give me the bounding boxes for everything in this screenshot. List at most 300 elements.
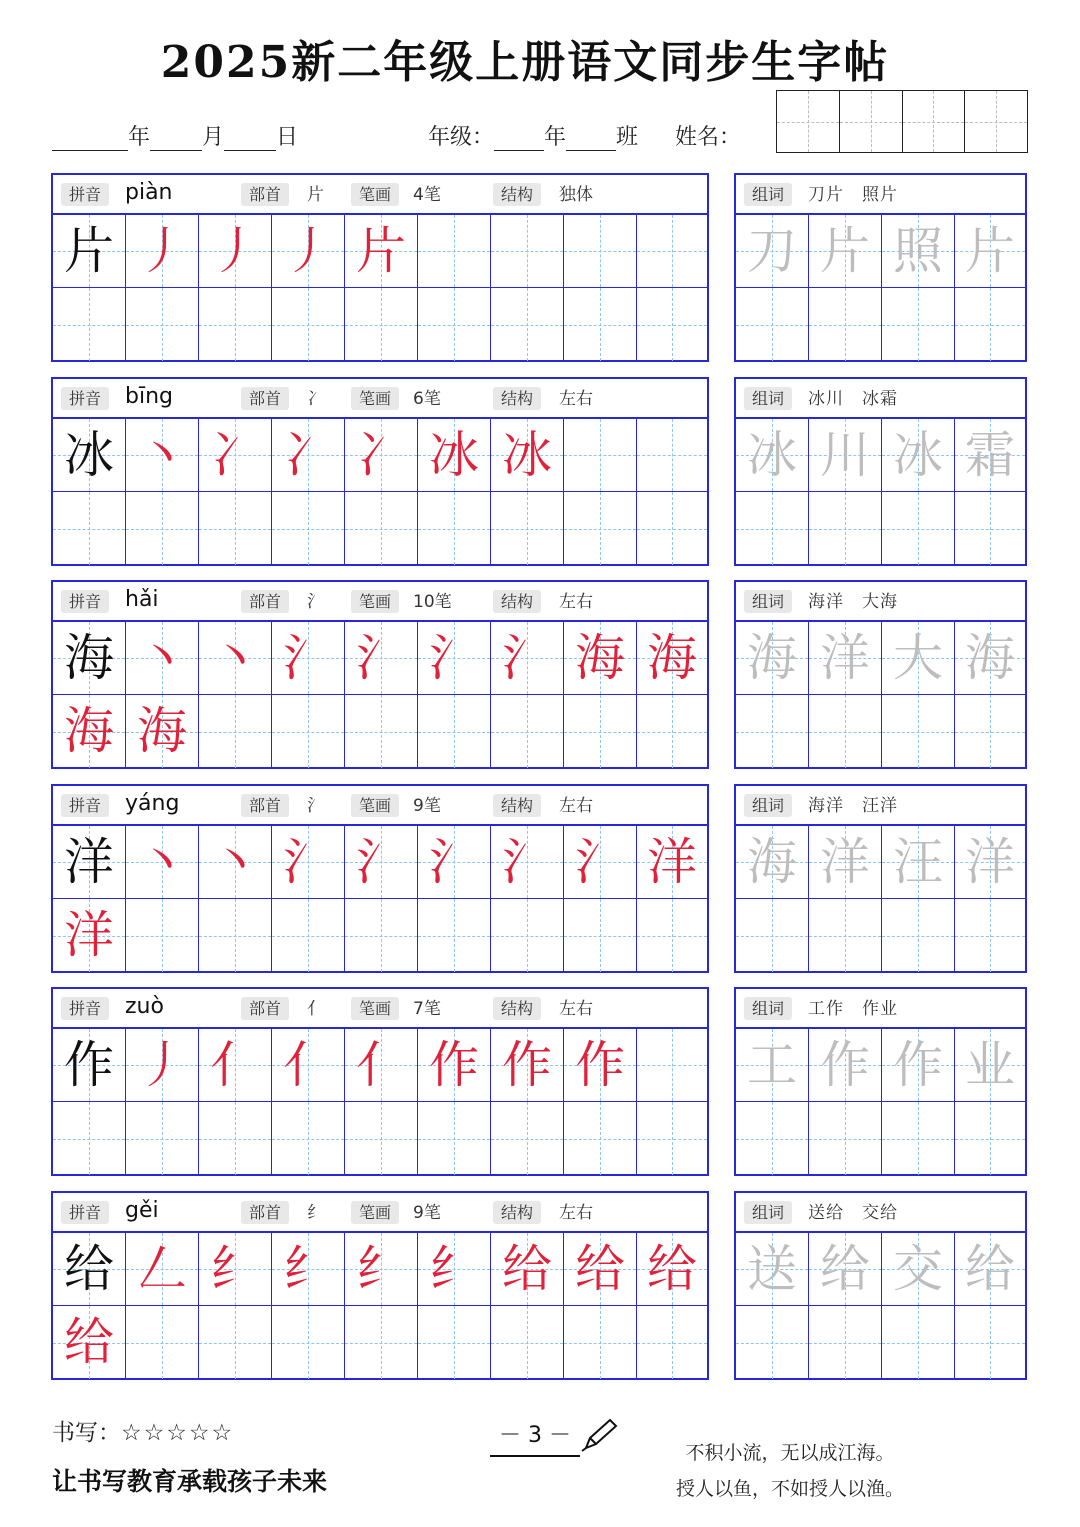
words-block bbox=[734, 580, 1027, 769]
stroke-step-glyph: 洋 bbox=[647, 833, 697, 891]
grid-cell[interactable] bbox=[491, 622, 564, 695]
grid-cell[interactable] bbox=[736, 1029, 809, 1102]
pinyin-value: piàn bbox=[125, 180, 173, 205]
grid-cell[interactable] bbox=[491, 1029, 564, 1102]
grid-cell[interactable] bbox=[345, 1233, 418, 1306]
grid-cell[interactable] bbox=[882, 622, 955, 695]
grid-cell[interactable] bbox=[736, 1102, 809, 1175]
grid-cell[interactable] bbox=[882, 419, 955, 492]
grid-cell[interactable] bbox=[345, 1102, 418, 1175]
grid-cell[interactable] bbox=[418, 899, 491, 972]
grid-cell[interactable] bbox=[272, 695, 345, 768]
grid-cell[interactable] bbox=[53, 1029, 126, 1102]
stroke-step-glyph: 氵 bbox=[502, 833, 552, 891]
grid-cell[interactable] bbox=[491, 215, 564, 288]
grid-cell[interactable] bbox=[418, 1029, 491, 1102]
stroke-step-glyph: 洋 bbox=[64, 906, 114, 964]
stroke-step bbox=[564, 1233, 636, 1305]
grid-cell[interactable] bbox=[955, 215, 1025, 288]
grid-cell[interactable] bbox=[736, 492, 809, 565]
model-character: 片 bbox=[64, 222, 114, 280]
grid-cell[interactable] bbox=[418, 826, 491, 899]
grid-cell[interactable] bbox=[53, 899, 126, 972]
model-character: 给 bbox=[64, 1240, 114, 1298]
stroke-step bbox=[564, 622, 636, 694]
grid-cell[interactable] bbox=[199, 215, 272, 288]
grade-year-label: 年 bbox=[544, 125, 567, 150]
char-block bbox=[51, 1191, 709, 1380]
structure-value: 左右 bbox=[559, 1203, 593, 1223]
grid-cell[interactable] bbox=[126, 1102, 199, 1175]
grid-cell[interactable] bbox=[272, 1306, 345, 1379]
char-info-header bbox=[53, 582, 707, 622]
stroke-step-glyph: 片 bbox=[356, 222, 406, 280]
strokes-value: 10笔 bbox=[413, 592, 452, 612]
stroke-step bbox=[637, 1233, 707, 1305]
name-cell[interactable] bbox=[964, 91, 1027, 152]
stroke-step-glyph: 丶 bbox=[210, 833, 260, 891]
structure-chip: 结构 bbox=[493, 997, 541, 1020]
stroke-step bbox=[272, 826, 344, 898]
grid-cell[interactable] bbox=[637, 826, 707, 899]
pinyin-value: bīng bbox=[125, 384, 173, 409]
trace-character: 冰 bbox=[893, 426, 943, 484]
stroke-step bbox=[199, 622, 271, 694]
grid-cell[interactable] bbox=[345, 419, 418, 492]
stroke-step-glyph: 作 bbox=[575, 1036, 625, 1094]
rating-stars[interactable]: ☆☆☆☆☆ bbox=[121, 1420, 235, 1446]
trace-character: 海 bbox=[747, 833, 797, 891]
structure-chip: 结构 bbox=[493, 590, 541, 613]
trace-character: 送 bbox=[747, 1240, 797, 1298]
stroke-step bbox=[126, 695, 198, 768]
words-chip: 组词 bbox=[744, 387, 792, 410]
grid-cell[interactable] bbox=[809, 492, 882, 565]
grid-cell[interactable] bbox=[199, 695, 272, 768]
grid-cell[interactable] bbox=[882, 288, 955, 361]
structure-chip: 结构 bbox=[493, 794, 541, 817]
grid-cell[interactable] bbox=[637, 1102, 707, 1175]
grid-cell[interactable] bbox=[126, 288, 199, 361]
grid-cell[interactable] bbox=[637, 492, 707, 565]
grid-cell[interactable] bbox=[272, 899, 345, 972]
grid-cell[interactable] bbox=[955, 622, 1025, 695]
grid-cell[interactable] bbox=[736, 215, 809, 288]
grid-cell[interactable] bbox=[199, 1029, 272, 1102]
grid-cell[interactable] bbox=[126, 622, 199, 695]
grid-cell[interactable] bbox=[418, 1233, 491, 1306]
grid-cell[interactable] bbox=[637, 1306, 707, 1379]
grid-cell[interactable] bbox=[199, 419, 272, 492]
grid-cell[interactable] bbox=[272, 1029, 345, 1102]
grid-cell[interactable] bbox=[418, 419, 491, 492]
grid-cell[interactable] bbox=[418, 695, 491, 768]
grid-cell[interactable] bbox=[418, 1102, 491, 1175]
strokes-chip: 笔画 bbox=[351, 1201, 399, 1224]
grid-cell[interactable] bbox=[809, 419, 882, 492]
stroke-step bbox=[345, 215, 417, 287]
stroke-step bbox=[126, 622, 198, 694]
grid-cell[interactable] bbox=[53, 419, 126, 492]
grid-cell[interactable] bbox=[491, 1233, 564, 1306]
page-title: 2025新二年级上册语文同步生字帖 bbox=[160, 37, 890, 88]
structure-value: 左右 bbox=[559, 796, 593, 816]
grid-cell[interactable] bbox=[809, 695, 882, 768]
stroke-step bbox=[418, 622, 490, 694]
grid-cell[interactable] bbox=[491, 492, 564, 565]
grid-cell[interactable] bbox=[53, 1233, 126, 1306]
grid-cell[interactable] bbox=[272, 492, 345, 565]
stroke-step bbox=[418, 826, 490, 898]
structure-value: 左右 bbox=[559, 389, 593, 409]
grid-cell[interactable] bbox=[345, 288, 418, 361]
grid-cell[interactable] bbox=[564, 1029, 637, 1102]
grid-cell[interactable] bbox=[345, 695, 418, 768]
stroke-step-glyph: 纟 bbox=[210, 1240, 260, 1298]
grid-cell[interactable] bbox=[809, 899, 882, 972]
grid-cell[interactable] bbox=[53, 826, 126, 899]
trace-character: 给 bbox=[965, 1240, 1015, 1298]
grid-cell[interactable] bbox=[126, 826, 199, 899]
strokes-value: 9笔 bbox=[413, 796, 441, 816]
grid-cell[interactable] bbox=[736, 899, 809, 972]
stroke-step-glyph: 作 bbox=[429, 1036, 479, 1094]
grid-cell[interactable] bbox=[955, 1306, 1025, 1379]
grid-cell[interactable] bbox=[564, 1306, 637, 1379]
trace-character: 业 bbox=[965, 1036, 1015, 1094]
stroke-step bbox=[418, 419, 490, 491]
grid-cell[interactable] bbox=[53, 288, 126, 361]
grid-cell[interactable] bbox=[736, 695, 809, 768]
grid-cell[interactable] bbox=[491, 899, 564, 972]
grid-cell[interactable] bbox=[955, 826, 1025, 899]
pinyin-value: zuò bbox=[125, 994, 164, 1019]
radical-value: 亻 bbox=[307, 999, 324, 1019]
char-block bbox=[51, 377, 709, 566]
grid-cell[interactable] bbox=[199, 826, 272, 899]
grid-cell[interactable] bbox=[53, 1102, 126, 1175]
class-blank[interactable] bbox=[566, 128, 616, 151]
grid-cell[interactable] bbox=[418, 492, 491, 565]
grade-year-blank[interactable] bbox=[494, 128, 544, 151]
words-chip: 组词 bbox=[744, 794, 792, 817]
grid-cell[interactable] bbox=[199, 899, 272, 972]
grid-cell[interactable] bbox=[272, 215, 345, 288]
grid-cell[interactable] bbox=[882, 492, 955, 565]
radical-chip: 部首 bbox=[241, 1201, 289, 1224]
radical-chip: 部首 bbox=[241, 794, 289, 817]
words-block bbox=[734, 987, 1027, 1176]
model-character: 作 bbox=[64, 1036, 114, 1094]
grid-cell[interactable] bbox=[564, 622, 637, 695]
grid-cell[interactable] bbox=[126, 1306, 199, 1379]
trace-character: 片 bbox=[965, 222, 1015, 280]
grid-cell[interactable] bbox=[736, 1233, 809, 1306]
writing-label: 书写： bbox=[52, 1420, 121, 1446]
stroke-step bbox=[272, 419, 344, 491]
grid-cell[interactable] bbox=[882, 899, 955, 972]
words-header bbox=[736, 786, 1025, 826]
grid-cell[interactable] bbox=[809, 826, 882, 899]
words-value: 海洋 汪洋 bbox=[808, 796, 898, 816]
char-block bbox=[51, 784, 709, 973]
stroke-step bbox=[199, 1233, 271, 1305]
stroke-step bbox=[491, 1029, 563, 1101]
stroke-step-glyph: 氵 bbox=[283, 629, 333, 687]
grid-cell[interactable] bbox=[637, 419, 707, 492]
grid-cell[interactable] bbox=[637, 215, 707, 288]
grid-cell[interactable] bbox=[491, 288, 564, 361]
radical-chip: 部首 bbox=[241, 997, 289, 1020]
grid-cell[interactable] bbox=[955, 288, 1025, 361]
stroke-step-glyph: 冫 bbox=[210, 426, 260, 484]
stroke-step bbox=[199, 826, 271, 898]
trace-character: 洋 bbox=[820, 629, 870, 687]
stroke-step-glyph: 给 bbox=[575, 1240, 625, 1298]
stroke-step bbox=[345, 1029, 417, 1101]
name-cell[interactable] bbox=[777, 91, 839, 152]
grid-cell[interactable] bbox=[126, 419, 199, 492]
trace-character: 霜 bbox=[965, 426, 1015, 484]
grid-cell[interactable] bbox=[809, 1306, 882, 1379]
grid-cell[interactable] bbox=[199, 1102, 272, 1175]
grid-cell[interactable] bbox=[199, 288, 272, 361]
stroke-step-glyph: 丶 bbox=[137, 833, 187, 891]
trace-character: 洋 bbox=[820, 833, 870, 891]
trace-character: 刀 bbox=[747, 222, 797, 280]
grid-cell[interactable] bbox=[126, 695, 199, 768]
stroke-step-glyph: 氵 bbox=[575, 833, 625, 891]
grid-cell[interactable] bbox=[736, 826, 809, 899]
grid-cell[interactable] bbox=[53, 1306, 126, 1379]
grid-cell[interactable] bbox=[564, 1102, 637, 1175]
stroke-step bbox=[345, 826, 417, 898]
grid-cell[interactable] bbox=[418, 1306, 491, 1379]
grid-cell[interactable] bbox=[491, 1102, 564, 1175]
grid-cell[interactable] bbox=[564, 492, 637, 565]
words-block bbox=[734, 173, 1027, 362]
char-block bbox=[51, 987, 709, 1176]
grid-cell[interactable] bbox=[345, 1306, 418, 1379]
structure-value: 独体 bbox=[559, 185, 593, 205]
grid-cell[interactable] bbox=[955, 695, 1025, 768]
grid-cell[interactable] bbox=[126, 215, 199, 288]
grid-cell[interactable] bbox=[882, 215, 955, 288]
stroke-step bbox=[272, 1029, 344, 1101]
grid-cell[interactable] bbox=[53, 695, 126, 768]
grid-cell[interactable] bbox=[637, 622, 707, 695]
grid-cell[interactable] bbox=[53, 622, 126, 695]
stroke-step bbox=[564, 1029, 636, 1101]
grid-cell[interactable] bbox=[53, 215, 126, 288]
writing-rating bbox=[52, 1414, 234, 1447]
trace-character: 工 bbox=[747, 1036, 797, 1094]
radical-value: 氵 bbox=[307, 592, 324, 612]
grid-cell[interactable] bbox=[809, 1102, 882, 1175]
pinyin-chip: 拼音 bbox=[61, 794, 109, 817]
grid-cell[interactable] bbox=[491, 695, 564, 768]
pinyin-chip: 拼音 bbox=[61, 1201, 109, 1224]
grid-cell[interactable] bbox=[955, 1233, 1025, 1306]
strokes-chip: 笔画 bbox=[351, 997, 399, 1020]
grid-cell[interactable] bbox=[491, 826, 564, 899]
grid-cell[interactable] bbox=[955, 1029, 1025, 1102]
grid-cell[interactable] bbox=[345, 492, 418, 565]
grid-cell[interactable] bbox=[564, 826, 637, 899]
grid-cell[interactable] bbox=[955, 419, 1025, 492]
words-chip: 组词 bbox=[744, 1201, 792, 1224]
grid-cell[interactable] bbox=[637, 899, 707, 972]
stroke-step bbox=[491, 622, 563, 694]
grid-cell[interactable] bbox=[272, 288, 345, 361]
stroke-step-glyph: 丿 bbox=[137, 222, 187, 280]
stroke-step-glyph: 给 bbox=[647, 1240, 697, 1298]
stroke-step-glyph: 海 bbox=[647, 629, 697, 687]
grid-cell[interactable] bbox=[955, 899, 1025, 972]
grid-cell[interactable] bbox=[126, 899, 199, 972]
grid-cell[interactable] bbox=[345, 826, 418, 899]
stroke-step bbox=[564, 826, 636, 898]
radical-chip: 部首 bbox=[241, 387, 289, 410]
stroke-step-glyph: 丿 bbox=[137, 1036, 187, 1094]
grid-cell[interactable] bbox=[345, 899, 418, 972]
grid-cell[interactable] bbox=[272, 1233, 345, 1306]
grid-cell[interactable] bbox=[491, 419, 564, 492]
stroke-step-glyph: 丿 bbox=[283, 222, 333, 280]
day-blank[interactable] bbox=[224, 128, 276, 151]
grid-cell[interactable] bbox=[272, 1102, 345, 1175]
grid-cell[interactable] bbox=[637, 288, 707, 361]
grid-cell[interactable] bbox=[736, 288, 809, 361]
grid-cell[interactable] bbox=[418, 215, 491, 288]
name-label: 姓名： bbox=[675, 125, 742, 150]
grid-cell[interactable] bbox=[199, 622, 272, 695]
strokes-value: 7笔 bbox=[413, 999, 441, 1019]
month-blank[interactable] bbox=[150, 128, 202, 151]
grid-cell[interactable] bbox=[272, 826, 345, 899]
grid-cell[interactable] bbox=[345, 622, 418, 695]
grid-cell[interactable] bbox=[199, 1233, 272, 1306]
grade-line bbox=[428, 120, 741, 151]
model-character: 海 bbox=[64, 629, 114, 687]
grid-cell[interactable] bbox=[418, 288, 491, 361]
stroke-step-glyph: 丶 bbox=[137, 426, 187, 484]
grid-cell[interactable] bbox=[736, 622, 809, 695]
grid-cell[interactable] bbox=[882, 1029, 955, 1102]
grid-cell[interactable] bbox=[637, 695, 707, 768]
grid-cell[interactable] bbox=[637, 1233, 707, 1306]
grid-cell[interactable] bbox=[126, 1233, 199, 1306]
radical-value: 氵 bbox=[307, 796, 324, 816]
grid-cell[interactable] bbox=[809, 288, 882, 361]
grid-cell[interactable] bbox=[418, 622, 491, 695]
pinyin-chip: 拼音 bbox=[61, 387, 109, 410]
grid-cell[interactable] bbox=[809, 622, 882, 695]
stroke-step-glyph: 海 bbox=[137, 702, 187, 760]
words-value: 海洋 大海 bbox=[808, 592, 898, 612]
stroke-step-glyph: 丿 bbox=[210, 222, 260, 280]
pinyin-value: hǎi bbox=[125, 587, 159, 612]
grid-cell[interactable] bbox=[882, 1102, 955, 1175]
trace-character: 作 bbox=[820, 1036, 870, 1094]
name-cell[interactable] bbox=[839, 91, 902, 152]
words-block bbox=[734, 1191, 1027, 1380]
grid-cell[interactable] bbox=[809, 1233, 882, 1306]
trace-character: 片 bbox=[820, 222, 870, 280]
grid-cell[interactable] bbox=[564, 899, 637, 972]
stroke-step-glyph: 丶 bbox=[210, 629, 260, 687]
strokes-chip: 笔画 bbox=[351, 590, 399, 613]
radical-value: 纟 bbox=[307, 1203, 324, 1223]
grid-cell[interactable] bbox=[199, 1306, 272, 1379]
grid-cell[interactable] bbox=[345, 1029, 418, 1102]
trace-character: 海 bbox=[747, 629, 797, 687]
grid-cell[interactable] bbox=[882, 826, 955, 899]
structure-value: 左右 bbox=[559, 999, 593, 1019]
words-header bbox=[736, 175, 1025, 215]
stroke-step bbox=[418, 1029, 490, 1101]
grid-cell[interactable] bbox=[564, 419, 637, 492]
stroke-step bbox=[345, 419, 417, 491]
grid-cell[interactable] bbox=[809, 1029, 882, 1102]
stroke-step bbox=[272, 622, 344, 694]
stroke-step bbox=[345, 622, 417, 694]
radical-chip: 部首 bbox=[241, 590, 289, 613]
year-blank[interactable] bbox=[52, 128, 128, 151]
grid-cell[interactable] bbox=[564, 288, 637, 361]
pinyin-chip: 拼音 bbox=[61, 590, 109, 613]
stroke-step bbox=[126, 215, 198, 287]
grid-cell[interactable] bbox=[564, 215, 637, 288]
grid-cell[interactable] bbox=[345, 215, 418, 288]
grid-cell[interactable] bbox=[53, 492, 126, 565]
grid-cell[interactable] bbox=[199, 492, 272, 565]
date-line bbox=[52, 120, 298, 151]
grid-cell[interactable] bbox=[882, 1306, 955, 1379]
year-label: 年 bbox=[128, 125, 151, 150]
grid-cell[interactable] bbox=[491, 1306, 564, 1379]
strokes-chip: 笔画 bbox=[351, 387, 399, 410]
grid-cell[interactable] bbox=[955, 1102, 1025, 1175]
stroke-step bbox=[491, 826, 563, 898]
grid-cell[interactable] bbox=[564, 1233, 637, 1306]
pinyin-chip: 拼音 bbox=[61, 183, 109, 206]
name-cell[interactable] bbox=[902, 91, 965, 152]
name-grid[interactable] bbox=[776, 90, 1028, 153]
grid-cell[interactable] bbox=[126, 1029, 199, 1102]
month-label: 月 bbox=[202, 125, 225, 150]
grid-cell[interactable] bbox=[272, 419, 345, 492]
strokes-chip: 笔画 bbox=[351, 794, 399, 817]
stroke-step-glyph: 纟 bbox=[356, 1240, 406, 1298]
grid-cell[interactable] bbox=[882, 1233, 955, 1306]
grid-cell[interactable] bbox=[272, 622, 345, 695]
grid-cell[interactable] bbox=[564, 695, 637, 768]
words-header bbox=[736, 989, 1025, 1029]
grid-cell[interactable] bbox=[882, 695, 955, 768]
stroke-step-glyph: 海 bbox=[64, 702, 114, 760]
grid-cell[interactable] bbox=[736, 419, 809, 492]
grid-cell[interactable] bbox=[736, 1306, 809, 1379]
char-block bbox=[51, 580, 709, 769]
words-header bbox=[736, 1193, 1025, 1233]
grid-cell[interactable] bbox=[637, 1029, 707, 1102]
grid-cell[interactable] bbox=[809, 215, 882, 288]
grid-cell[interactable] bbox=[955, 492, 1025, 565]
grid-cell[interactable] bbox=[126, 492, 199, 565]
radical-value: 片 bbox=[307, 185, 324, 205]
trace-character: 汪 bbox=[893, 833, 943, 891]
